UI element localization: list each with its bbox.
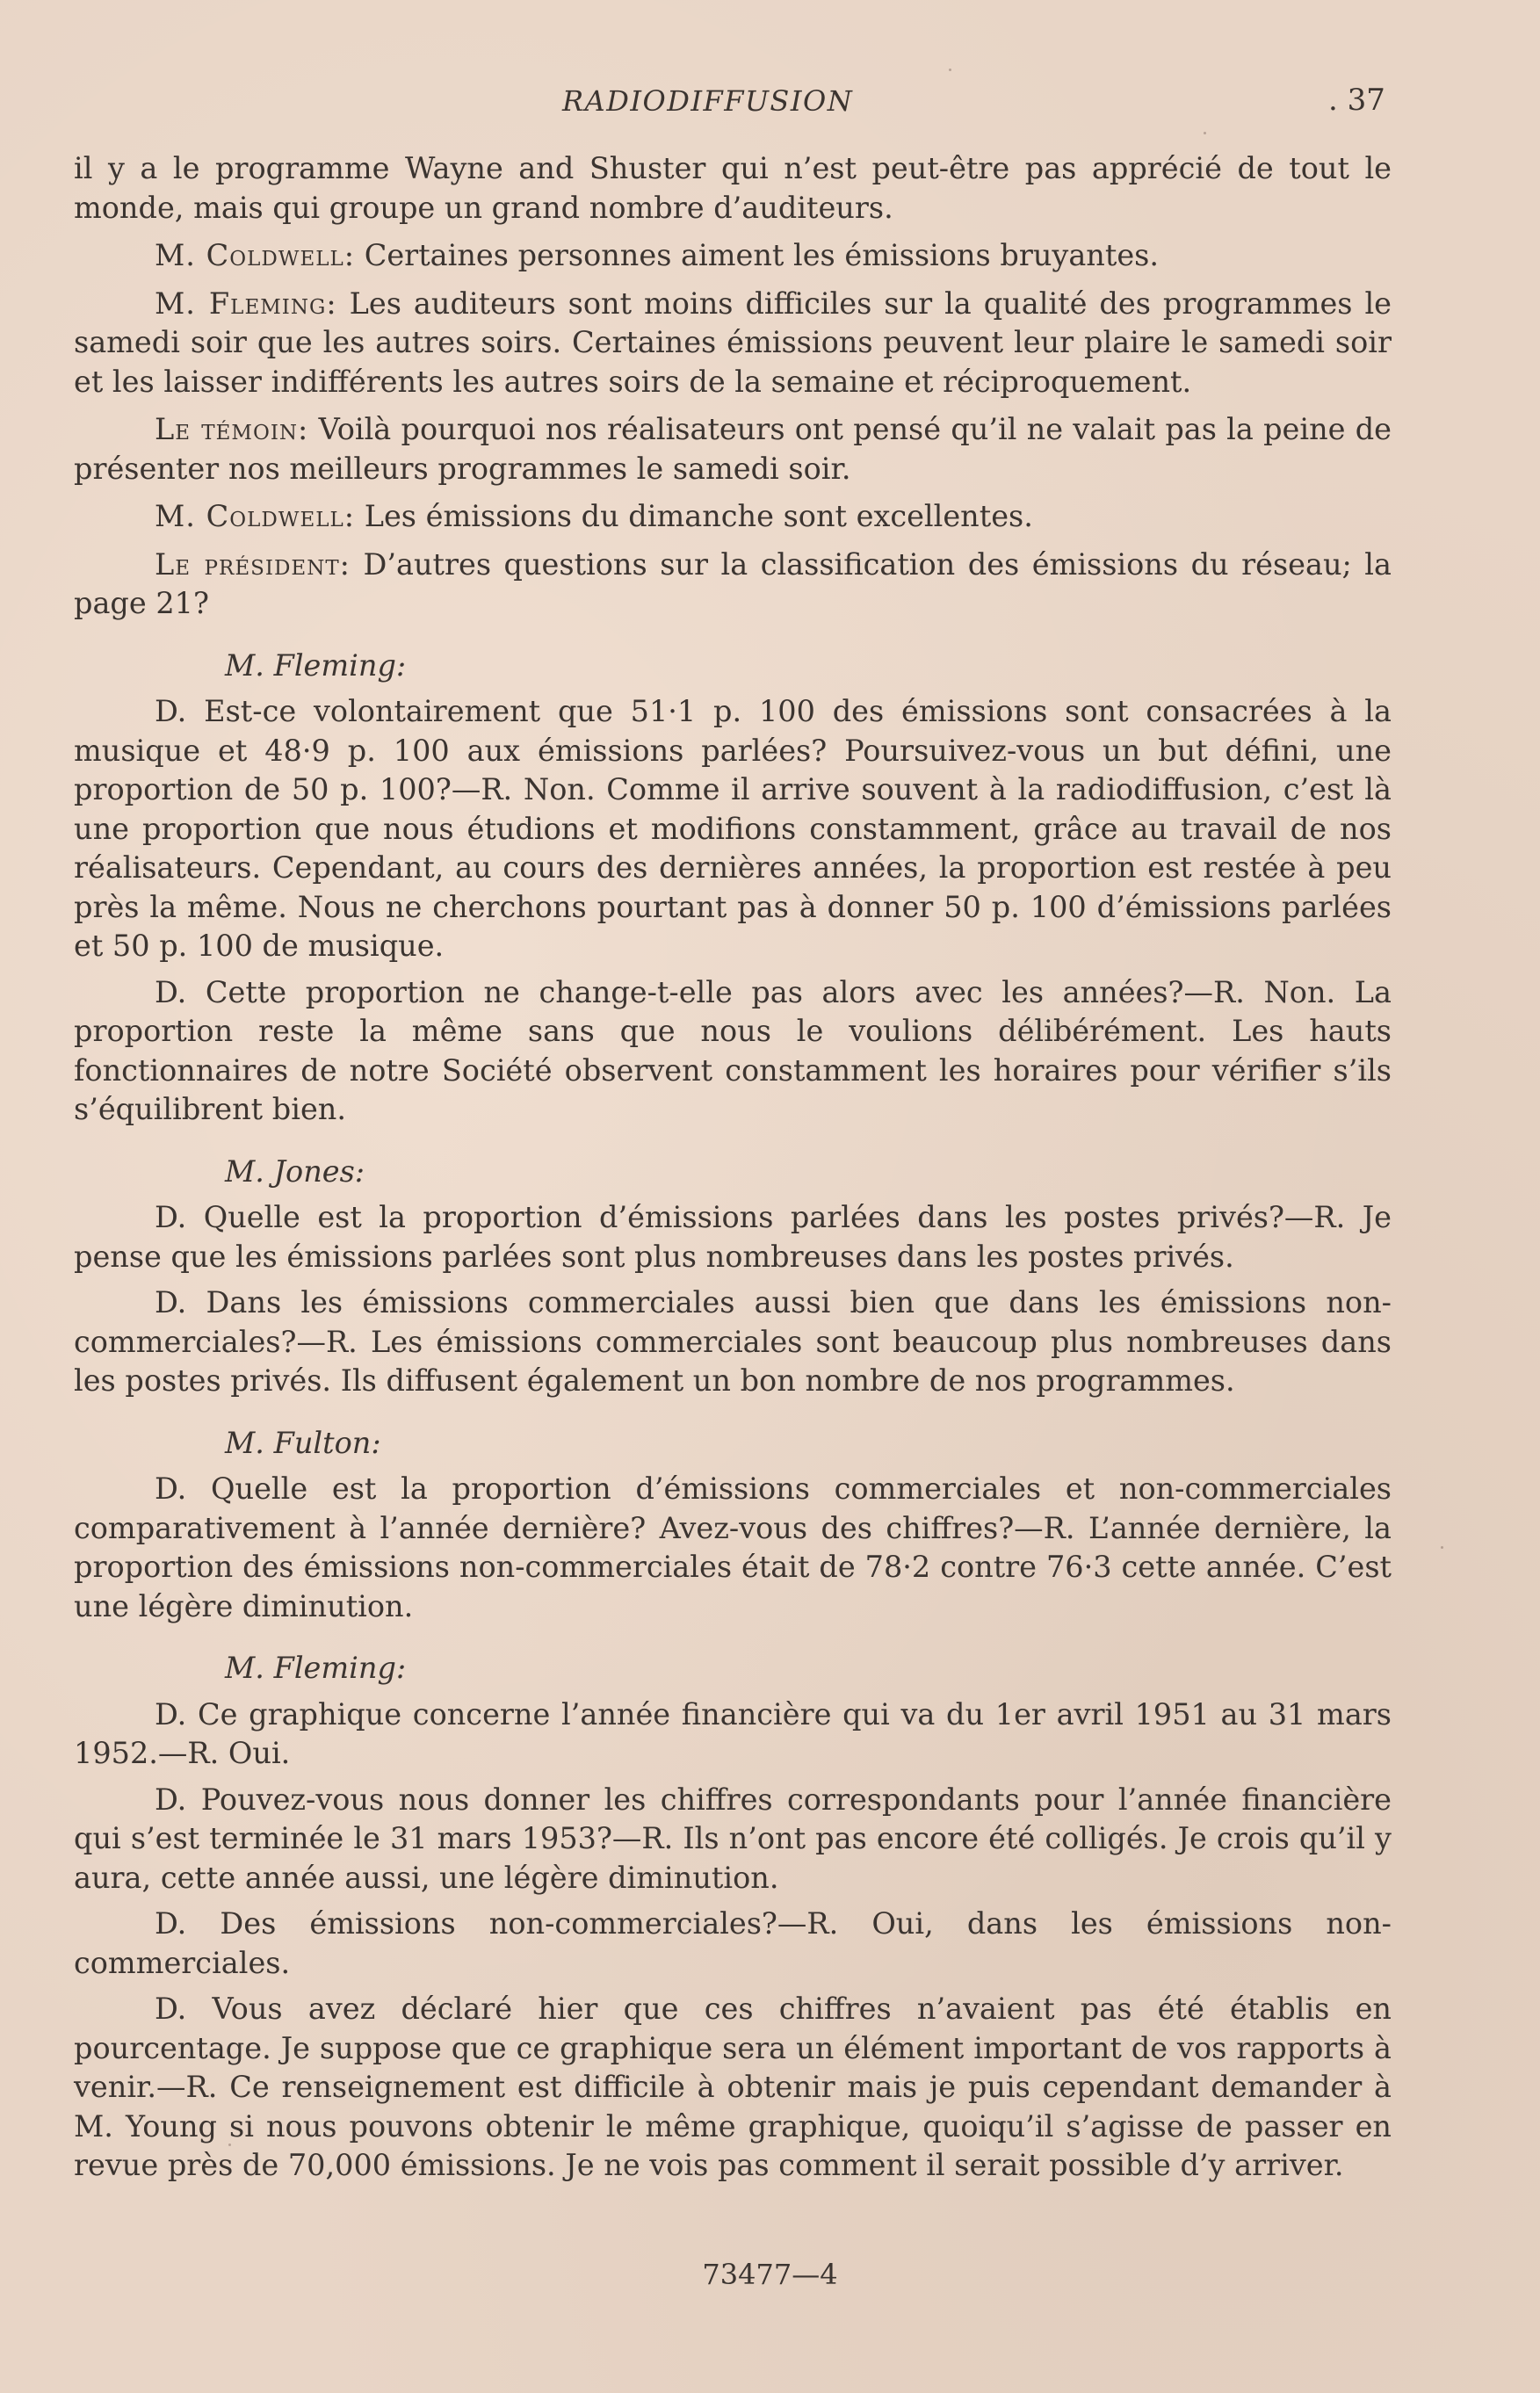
speaker-name: M. Coldwell: bbox=[155, 499, 356, 533]
speech-paragraph bbox=[74, 410, 1392, 488]
speaker-name: Le témoin: bbox=[155, 412, 309, 446]
speech-text: Voilà pourquoi nos réalisateurs ont pensé qu’il ne valait pas la peine de présenter nos meilleurs programmes le samedi soir. bbox=[74, 412, 1392, 486]
section-heading: M. Fleming: bbox=[225, 647, 407, 683]
question-answer: D. Ce graphique concerne l’année financière qui va du 1er avril 1951 au 31 mars 1952.—R. Oui. bbox=[74, 1696, 1392, 1770]
question-answer: D. Quelle est la proportion d’émissions commerciales et non-commerciales comparativement à l’année dernière? Avez-vous des chiffres?—R. L’année dernière, la proportion des émissions non-commerciales était de 78·2 contre 76·3 cette année. C’est une légère diminution. bbox=[74, 1471, 1392, 1623]
question-answer: D. Des émissions non-commerciales?—R. Oui, dans les émissions non-commerciales. bbox=[74, 1906, 1392, 1980]
paper-speck bbox=[1204, 132, 1206, 134]
question-answer: D. Quelle est la proportion d’émissions parlées dans les postes privés?—R. Je pense que les émissions parlées sont plus nombreuses dans les postes privés. bbox=[74, 1200, 1392, 1274]
paper-speck bbox=[949, 69, 951, 71]
paper-speck bbox=[228, 2144, 231, 2146]
speech-text: Certaines personnes aiment les émissions bruyantes. bbox=[355, 238, 1160, 272]
speech-paragraph bbox=[74, 497, 1392, 537]
body-text bbox=[74, 149, 1392, 2186]
speech-text: Les émissions du dimanche sont excellentes. bbox=[355, 499, 1033, 533]
speech-text: Les auditeurs sont moins difficiles sur la qualité des programmes le samedi soir que les autres soirs. Certaines émissions peuvent leur plaire le samedi soir et les laisser indifférents les autres soirs de la semaine et réciproquement. bbox=[74, 286, 1392, 399]
speaker-name: Le président: bbox=[155, 546, 351, 582]
paper-speck bbox=[633, 1041, 635, 1044]
question-answer: D. Cette proportion ne change-t-elle pas alors avec les années?—R. Non. La proportion reste la même sans que nous le voulions délibérément. Les hauts fonctionnaires de notre Société observent constamment les horaires pour vérifier s’ils s’équilibrent bien. bbox=[74, 974, 1392, 1126]
question-answer: D. Pouvez-vous nous donner les chiffres correspondants pour l’année financière qui s’est terminée le 31 mars 1953?—R. Ils n’ont pas encore été colligés. Je crois qu’il y aura, cette année aussi, une légère diminution. bbox=[74, 1782, 1392, 1895]
speech-text: D’autres questions sur la classification des émissions du réseau; la page 21? bbox=[74, 546, 1392, 620]
question-answer: D. Vous avez déclaré hier que ces chiffres n’avaient pas été établis en pourcentage. Je suppose que ce graphique sera un élément important de vos rapports à venir.—R. Ce renseignement est difficile à obtenir mais je puis cependant demander à M. Young si nous pouvons obtenir le même graphique, quoiqu’il s’agisse de passer en revue près de 70,000 émissions. Je ne vois pas comment il serait possible d’y arriver. bbox=[74, 1992, 1392, 2182]
page-number: . 37 bbox=[1328, 83, 1385, 118]
speaker-name: M. Fleming: bbox=[155, 286, 337, 321]
paragraph-text: il y a le programme Wayne and Shuster qui n’est peut-être pas apprécié de tout le monde, mais qui groupe un grand nombre d’auditeurs. bbox=[74, 151, 1392, 225]
speech-paragraph bbox=[74, 546, 1392, 624]
running-title: RADIODIFFUSION bbox=[562, 84, 854, 118]
section-heading: M. Fleming: bbox=[225, 1651, 407, 1685]
speaker-name: M. Coldwell: bbox=[155, 238, 356, 272]
section-heading: M. Jones: bbox=[225, 1153, 365, 1189]
question-answer: D. Est-ce volontairement que 51·1 p. 100 des émissions sont consacrées à la musique et 48·9 p. 100 aux émissions parlées? Poursuivez-vous un but défini, une proportion de 50 p. 100?—R. Non. Comme il arrive souvent à la radiodiffusion, c’est là une proportion que nous étudions et modifions constamment, grâce au travail de nos réalisateurs. Cependant, au cours des dernières années, la proportion est restée à peu près la même. Nous ne cherchons pourtant pas à donner 50 p. 100 d’émissions parlées et 50 p. 100 de musique. bbox=[74, 694, 1392, 963]
section-heading: M. Fulton: bbox=[225, 1425, 381, 1460]
speech-paragraph bbox=[74, 285, 1392, 402]
speech-paragraph bbox=[74, 236, 1392, 276]
printer-signature: 73477—4 bbox=[702, 2258, 838, 2291]
paper-speck bbox=[1441, 1546, 1443, 1549]
question-answer: D. Dans les émissions commerciales aussi bien que dans les émissions non-commerciales?—R. Les émissions commerciales sont beaucoup plus nombreuses dans les postes privés. Ils diffusent également un bon nombre de nos programmes. bbox=[74, 1285, 1392, 1398]
paragraph-continuation bbox=[74, 149, 1392, 228]
